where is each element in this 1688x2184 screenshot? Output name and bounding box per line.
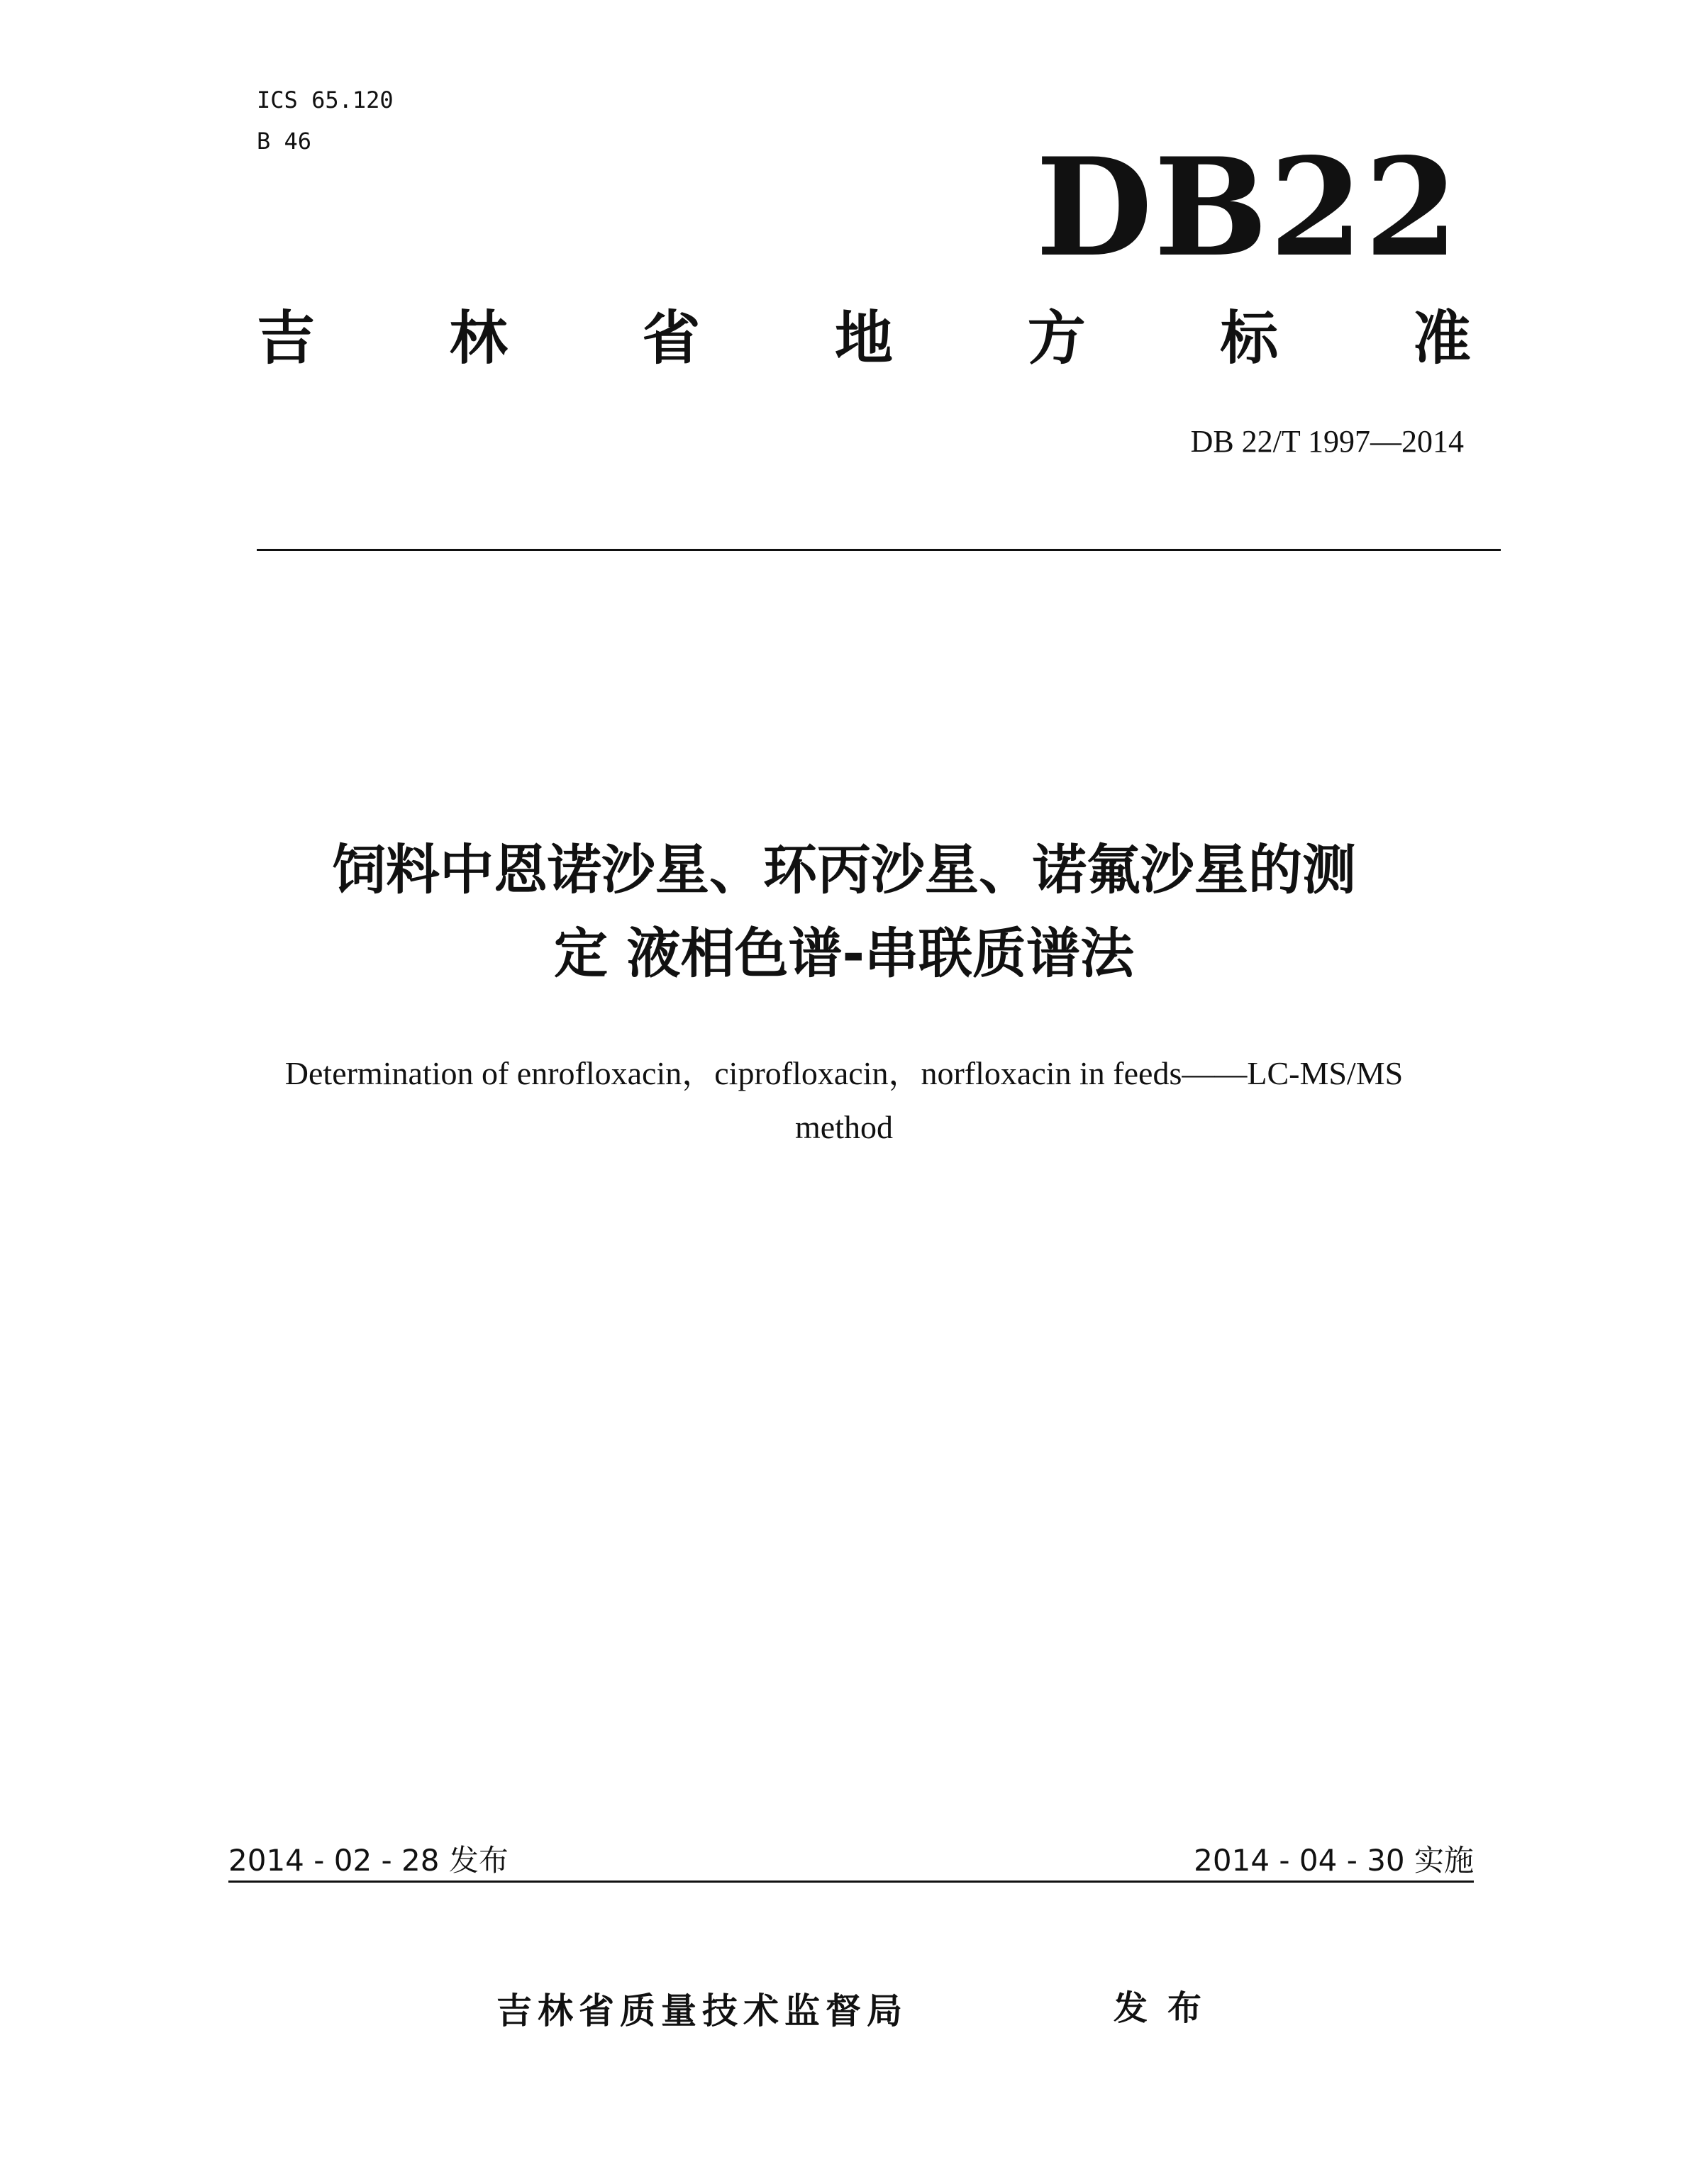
standard-type-char: 省	[642, 305, 701, 372]
standard-type-char: 林	[449, 305, 508, 372]
standard-type-char: 方	[1027, 305, 1086, 372]
english-title-line-1: Determination of enrofloxacin，ciprofloxacin，norfloxacin in feeds——LC-MS/MS	[284, 1055, 1404, 1091]
chinese-title-line-1: 饲料中恩诺沙星、环丙沙星、诺氟沙星的测	[332, 838, 1356, 901]
english-title	[206, 1047, 1482, 1154]
classification-codes	[257, 79, 394, 162]
standard-type-char: 地	[834, 305, 893, 372]
chinese-title-line-2: 定 液相色谱-串联质谱法	[553, 922, 1134, 985]
standard-type-heading	[257, 303, 1471, 374]
standard-type-char: 吉	[257, 305, 316, 372]
bottom-divider	[228, 1881, 1474, 1883]
db22-logo: DB22	[1035, 128, 1460, 286]
issuing-authority: 吉林省质量技术监督局	[496, 1990, 908, 2032]
standard-type-char: 准	[1412, 305, 1471, 372]
ics-code: ICS 65.120	[257, 87, 394, 113]
standard-number: DB 22/T 1997—2014	[1190, 424, 1464, 459]
release-date: 2014 - 02 - 28 发布	[228, 1843, 509, 1878]
implementation-date: 2014 - 04 - 30 实施	[1194, 1843, 1474, 1878]
ccs-code: B 46	[257, 128, 312, 155]
top-divider	[257, 549, 1501, 551]
dates-row	[228, 1841, 1474, 1883]
chinese-title	[206, 828, 1482, 996]
english-title-line-2: method	[795, 1109, 893, 1145]
standard-type-char: 标	[1220, 305, 1279, 372]
issue-label: 发布	[1114, 1988, 1222, 2028]
